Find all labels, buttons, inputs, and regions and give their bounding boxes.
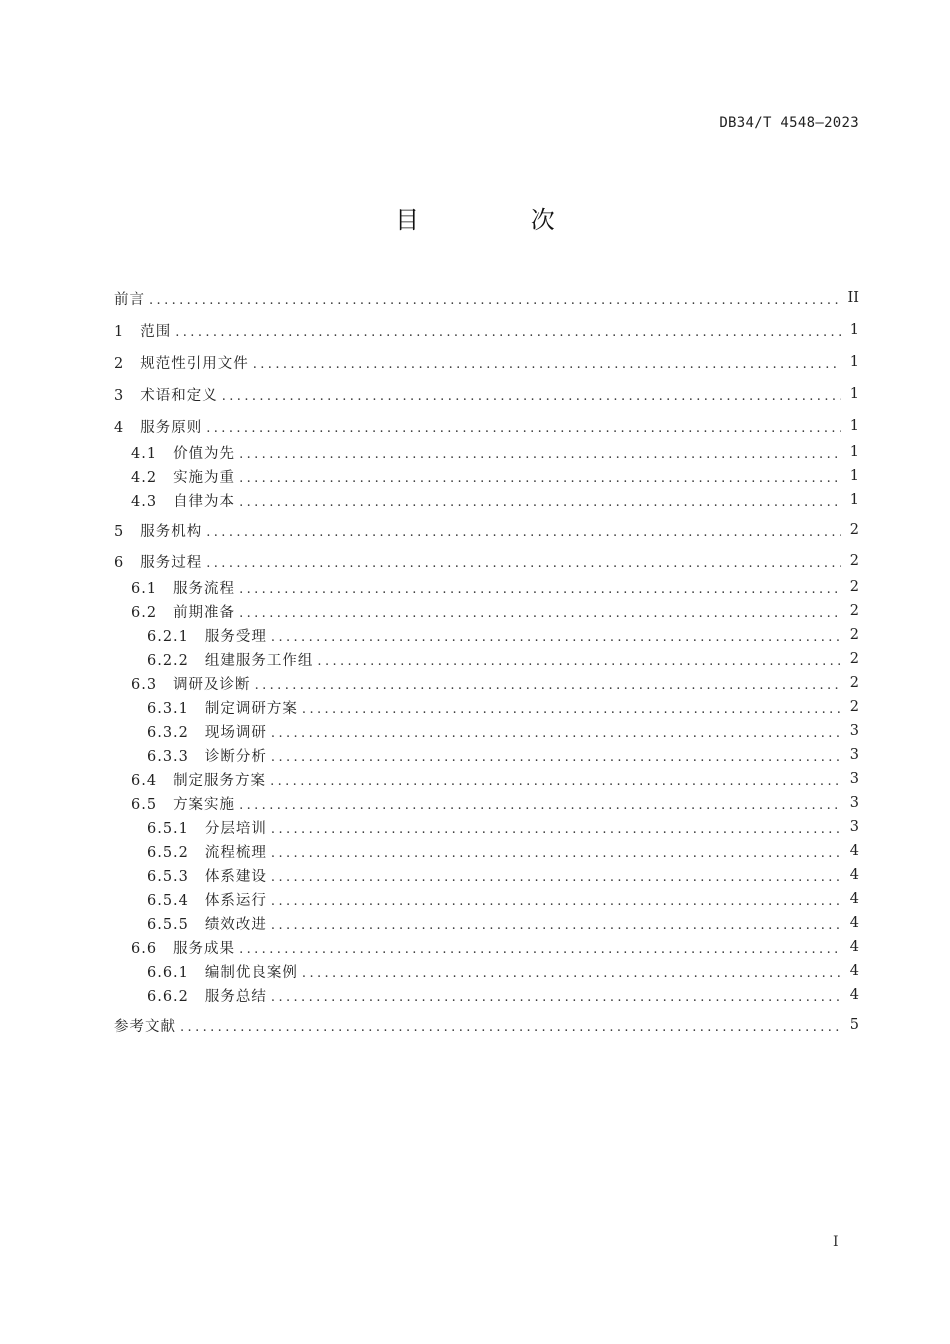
toc-leader-dots bbox=[270, 774, 841, 789]
toc-leader-dots bbox=[149, 293, 841, 308]
toc-entry-number: 6.5.1 bbox=[147, 820, 189, 837]
toc-entry-page: 4 bbox=[849, 867, 859, 883]
toc-entry-title: 前期准备 bbox=[173, 604, 236, 621]
toc-leader-dots bbox=[180, 1020, 841, 1035]
toc-leader-dots bbox=[239, 471, 841, 486]
toc-entry[interactable] bbox=[114, 984, 859, 1006]
toc-entry[interactable] bbox=[114, 600, 859, 622]
toc-entry-label bbox=[114, 961, 298, 982]
toc-entry-label bbox=[114, 520, 202, 541]
toc-entry-label bbox=[114, 601, 235, 622]
toc-entry-title: 前言 bbox=[114, 291, 145, 308]
toc-entry-label bbox=[114, 889, 267, 910]
toc-entry-number: 4.3 bbox=[131, 493, 158, 510]
toc-entry-number: 6.3.2 bbox=[147, 724, 189, 741]
toc-entry-label bbox=[114, 745, 267, 766]
toc-entry-label bbox=[114, 442, 235, 463]
toc-entry-title: 体系建设 bbox=[204, 868, 267, 885]
toc-entry-page: 1 bbox=[849, 354, 859, 370]
toc-entry[interactable] bbox=[114, 319, 859, 341]
toc-entry-title: 现场调研 bbox=[204, 724, 267, 741]
toc-entry[interactable] bbox=[114, 888, 859, 910]
toc-entry-page: 5 bbox=[849, 1017, 859, 1033]
toc-entry-label bbox=[114, 466, 235, 487]
toc-entry-page: 2 bbox=[849, 675, 859, 691]
toc-leader-dots bbox=[206, 525, 841, 540]
toc-entry-title: 编制优良案例 bbox=[204, 964, 298, 981]
toc-entry-label bbox=[114, 551, 202, 572]
toc-entry-number: 1 bbox=[114, 323, 125, 340]
toc-entry-label bbox=[114, 937, 235, 958]
toc-entry[interactable] bbox=[114, 287, 859, 309]
toc-leader-dots bbox=[239, 582, 841, 597]
toc-entry-title: 服务受理 bbox=[204, 628, 267, 645]
toc-entry-label bbox=[114, 985, 267, 1006]
toc-entry-page: 2 bbox=[849, 553, 859, 569]
toc-entry-number: 5 bbox=[114, 523, 125, 540]
toc-entry[interactable] bbox=[114, 696, 859, 718]
toc-leader-dots bbox=[271, 870, 841, 885]
toc-entry[interactable] bbox=[114, 768, 859, 790]
toc-entry-number: 6.1 bbox=[131, 580, 158, 597]
toc-entry-page: 3 bbox=[849, 747, 859, 763]
toc-entry-number: 6.5.4 bbox=[147, 892, 189, 909]
toc-entry-label bbox=[114, 721, 267, 742]
toc-entry[interactable] bbox=[114, 351, 859, 373]
toc-entry-page: 2 bbox=[849, 603, 859, 619]
toc-entry[interactable] bbox=[114, 744, 859, 766]
toc-entry-title: 分层培训 bbox=[204, 820, 267, 837]
toc-entry-number: 6.5.3 bbox=[147, 868, 189, 885]
toc-entry-page: 2 bbox=[849, 627, 859, 643]
page-title: 目 次 bbox=[395, 206, 607, 234]
toc-leader-dots bbox=[239, 942, 841, 957]
toc-entry-title: 组建服务工作组 bbox=[204, 652, 314, 669]
toc-entry-page: 4 bbox=[849, 939, 859, 955]
toc-entry-page: 3 bbox=[849, 819, 859, 835]
toc-entry-number: 6.5.5 bbox=[147, 916, 189, 933]
toc-entry-page: II bbox=[847, 290, 859, 306]
toc-entry-title: 服务总结 bbox=[204, 988, 267, 1005]
toc-entry-page: 4 bbox=[849, 891, 859, 907]
toc-entry-title: 诊断分析 bbox=[204, 748, 267, 765]
toc-leader-dots bbox=[222, 389, 841, 404]
toc-leader-dots bbox=[271, 750, 841, 765]
toc-entry-title: 服务流程 bbox=[173, 580, 236, 597]
toc-leader-dots bbox=[255, 678, 841, 693]
toc-leader-dots bbox=[271, 990, 841, 1005]
toc-entry-title: 价值为先 bbox=[173, 445, 236, 462]
toc-entry-page: 1 bbox=[849, 444, 859, 460]
toc-entry-label bbox=[114, 384, 218, 405]
toc-entry[interactable] bbox=[114, 465, 859, 487]
toc-entry-title: 绩效改进 bbox=[204, 916, 267, 933]
toc-entry-label bbox=[114, 793, 235, 814]
toc-leader-dots bbox=[175, 325, 841, 340]
toc-leader-dots bbox=[302, 702, 841, 717]
toc-entry[interactable] bbox=[114, 672, 859, 694]
toc-entry-label bbox=[114, 490, 235, 511]
toc-entry[interactable] bbox=[114, 576, 859, 598]
toc-leader-dots bbox=[206, 556, 841, 571]
toc-entry-page: 3 bbox=[849, 771, 859, 787]
toc-entry-number: 6.5.2 bbox=[147, 844, 189, 861]
toc-entry[interactable] bbox=[114, 648, 859, 670]
toc-entry-label bbox=[114, 288, 145, 309]
toc-entry-title: 范围 bbox=[140, 323, 172, 340]
toc-entry[interactable] bbox=[114, 864, 859, 886]
toc-entry-number: 2 bbox=[114, 355, 125, 372]
toc-entry[interactable] bbox=[114, 840, 859, 862]
toc-entry-title: 自律为本 bbox=[173, 493, 236, 510]
toc-entry-number: 6.2.1 bbox=[147, 628, 189, 645]
page-number: I bbox=[833, 1234, 839, 1250]
toc-entry-page: 2 bbox=[849, 522, 859, 538]
toc-leader-dots bbox=[253, 357, 841, 372]
toc-entry-title: 术语和定义 bbox=[140, 387, 218, 404]
toc-entry[interactable] bbox=[114, 1014, 859, 1036]
toc-entry[interactable] bbox=[114, 519, 859, 541]
toc-entry[interactable] bbox=[114, 792, 859, 814]
toc-entry-label bbox=[114, 416, 202, 437]
toc-entry-title: 服务成果 bbox=[173, 940, 236, 957]
toc-entry-number: 6.6.1 bbox=[147, 964, 189, 981]
toc-entry-label bbox=[114, 817, 267, 838]
toc-entry-title: 调研及诊断 bbox=[173, 676, 251, 693]
toc-entry-label bbox=[114, 649, 313, 670]
toc-entry-label bbox=[114, 673, 251, 694]
toc-leader-dots bbox=[239, 495, 841, 510]
toc-entry[interactable] bbox=[114, 960, 859, 982]
toc-entry-label bbox=[114, 769, 266, 790]
toc-entry-page: 1 bbox=[849, 418, 859, 434]
toc-entry-page: 1 bbox=[849, 492, 859, 508]
toc-entry-label bbox=[114, 1015, 176, 1036]
toc-entry-label bbox=[114, 352, 249, 373]
toc-entry-page: 3 bbox=[849, 795, 859, 811]
toc-entry[interactable] bbox=[114, 816, 859, 838]
toc-entry-page: 1 bbox=[849, 468, 859, 484]
toc-entry-title: 参考文献 bbox=[114, 1018, 176, 1035]
toc-entry-number: 6.6 bbox=[131, 940, 158, 957]
toc-entry-label bbox=[114, 865, 267, 886]
toc-entry-title: 实施为重 bbox=[173, 469, 236, 486]
toc-entry-label bbox=[114, 697, 298, 718]
toc-entry-page: 4 bbox=[849, 915, 859, 931]
toc-entry-title: 规范性引用文件 bbox=[140, 355, 249, 372]
toc-entry-number: 6.3.1 bbox=[147, 700, 189, 717]
toc-entry-page: 4 bbox=[849, 987, 859, 1003]
toc-entry-number: 4 bbox=[114, 419, 125, 436]
toc-entry-page: 4 bbox=[849, 963, 859, 979]
toc-entry[interactable] bbox=[114, 936, 859, 958]
toc-leader-dots bbox=[239, 447, 841, 462]
toc-entry-label bbox=[114, 320, 171, 341]
toc-entry-title: 服务原则 bbox=[140, 419, 203, 436]
toc-leader-dots bbox=[271, 918, 841, 933]
toc-entry-page: 1 bbox=[849, 386, 859, 402]
toc-leader-dots bbox=[239, 798, 841, 813]
toc-entry-page: 3 bbox=[849, 723, 859, 739]
toc-entry-page: 4 bbox=[849, 843, 859, 859]
toc-entry-number: 6.6.2 bbox=[147, 988, 189, 1005]
toc-entry-label bbox=[114, 841, 267, 862]
toc-entry[interactable] bbox=[114, 720, 859, 742]
toc-entry-label bbox=[114, 913, 267, 934]
toc-entry-number: 6.2.2 bbox=[147, 652, 189, 669]
toc-entry-title: 制定调研方案 bbox=[204, 700, 298, 717]
toc-entry-title: 服务机构 bbox=[140, 523, 203, 540]
toc-entry-number: 4.1 bbox=[131, 445, 158, 462]
toc-entry-number: 6.5 bbox=[131, 796, 158, 813]
toc-leader-dots bbox=[271, 822, 841, 837]
toc-leader-dots bbox=[302, 966, 841, 981]
toc-entry[interactable] bbox=[114, 383, 859, 405]
toc-entry-title: 服务过程 bbox=[140, 554, 203, 571]
toc-leader-dots bbox=[271, 726, 841, 741]
toc-leader-dots bbox=[206, 421, 841, 436]
toc-entry-label bbox=[114, 625, 267, 646]
toc-entry[interactable] bbox=[114, 489, 859, 511]
toc-entry-title: 流程梳理 bbox=[204, 844, 267, 861]
toc-entry[interactable] bbox=[114, 624, 859, 646]
toc-entry-page: 2 bbox=[849, 579, 859, 595]
toc-entry-number: 6.4 bbox=[131, 772, 158, 789]
toc-entry-page: 2 bbox=[849, 651, 859, 667]
toc-entry-page: 2 bbox=[849, 699, 859, 715]
toc-entry-number: 6.3 bbox=[131, 676, 158, 693]
toc-entry-number: 6 bbox=[114, 554, 125, 571]
document-code: DB34/T 4548—2023 bbox=[719, 115, 859, 131]
toc-entry[interactable] bbox=[114, 912, 859, 934]
toc-entry-page: 1 bbox=[849, 322, 859, 338]
toc-entry-number: 4.2 bbox=[131, 469, 158, 486]
toc-entry-label bbox=[114, 577, 235, 598]
toc-leader-dots bbox=[317, 654, 841, 669]
toc-entry-title: 体系运行 bbox=[204, 892, 267, 909]
toc-entry[interactable] bbox=[114, 550, 859, 572]
toc-entry[interactable] bbox=[114, 415, 859, 437]
toc-leader-dots bbox=[271, 846, 841, 861]
toc-leader-dots bbox=[271, 894, 841, 909]
toc-leader-dots bbox=[271, 630, 841, 645]
toc-entry[interactable] bbox=[114, 441, 859, 463]
toc-entry-number: 6.2 bbox=[131, 604, 158, 621]
toc-entry-number: 3 bbox=[114, 387, 125, 404]
toc-leader-dots bbox=[239, 606, 841, 621]
toc-entry-title: 方案实施 bbox=[173, 796, 236, 813]
toc-entry-title: 制定服务方案 bbox=[173, 772, 267, 789]
toc-entry-number: 6.3.3 bbox=[147, 748, 189, 765]
